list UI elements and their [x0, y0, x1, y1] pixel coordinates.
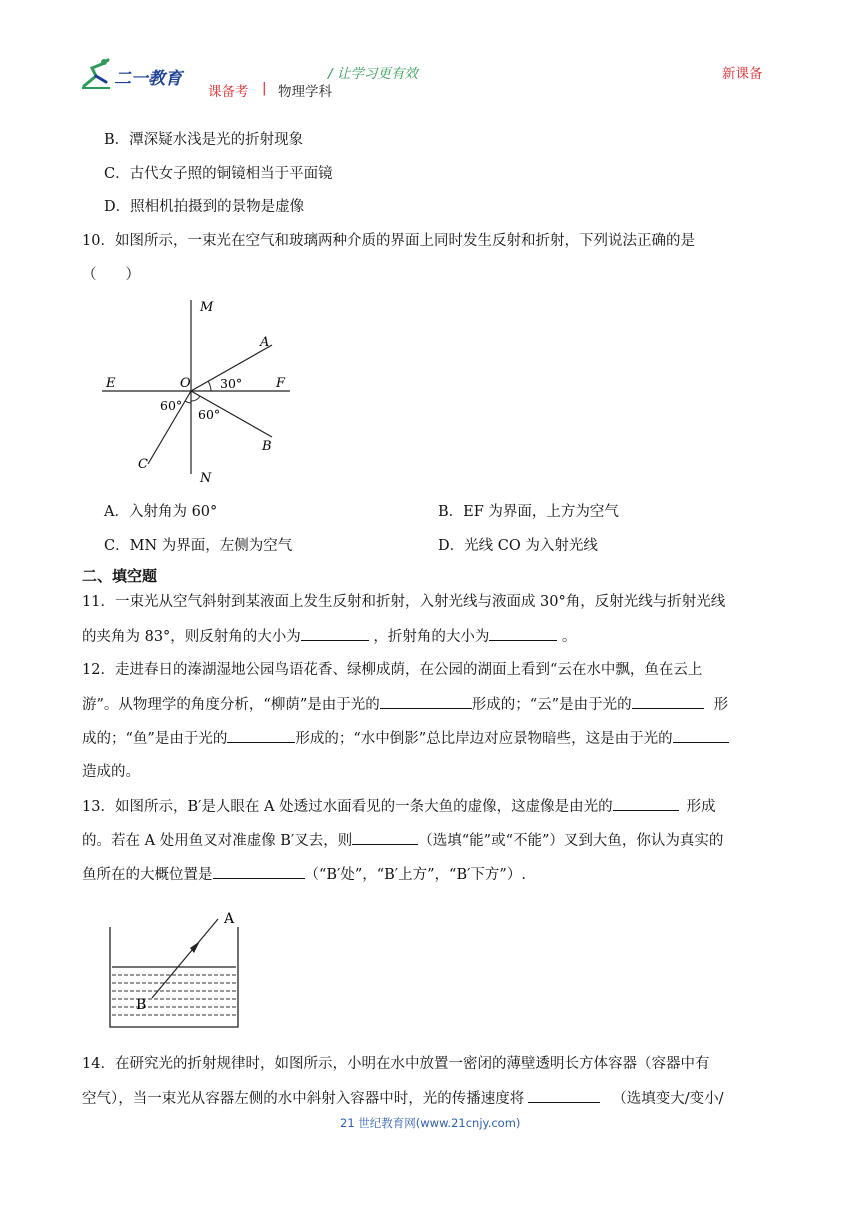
slogan: / 让学习更有效 [328, 66, 418, 82]
q9-option-d: D．照相机拍摄到的景物是虚像 [104, 199, 305, 215]
logo-text: 二一教育 [114, 69, 182, 89]
q12-blank-4[interactable] [673, 728, 729, 743]
label-b: B [262, 439, 272, 454]
q11-line2: 的夹角为 83°，则反射角的大小为 ，折射角的大小为 。 [82, 626, 577, 647]
subtitle-right: 物理学科 [278, 84, 332, 100]
q10-option-a: A．入射角为 60° [104, 504, 218, 520]
label-a: A [260, 335, 270, 350]
q13-line3: 鱼所在的大概位置是 （“B′处”，“B′上方”，“B′下方”）. [82, 864, 526, 885]
q10-stem: 10．如图所示，一束光在空气和玻璃两种介质的界面上同时发生反射和折射，下列说法正确的是 [82, 233, 695, 249]
q10-option-d: D．光线 CO 为入射光线 [438, 538, 598, 554]
label-e: E [106, 376, 116, 391]
angle-60-left: 60° [160, 398, 183, 413]
q10-option-b: B．EF 为界面，上方为空气 [438, 504, 619, 520]
q11-blank-refraction-angle[interactable] [489, 626, 557, 641]
q12-line4: 造成的。 [82, 764, 140, 780]
subtitle-sep: | [262, 80, 267, 96]
label-f: F [276, 376, 286, 391]
q10-paren: （ ） [82, 267, 140, 283]
q12-line2: 游”。从物理学的角度分析，“柳荫”是由于光的 形成的；“云”是由于光的 形 [82, 694, 728, 715]
q13-blank-1[interactable] [613, 796, 679, 811]
subtitle-left: 课备考 [208, 84, 249, 100]
label-a-eye: A [224, 911, 235, 927]
q10-figure [96, 296, 306, 486]
q11-line1: 11．一束光从空气斜射到某液面上发生反射和折射，入射光线与液面成 30°角，反射光线与折射光线 [82, 594, 726, 610]
q14-line2: 空气），当一束光从容器左侧的水中斜射入容器中时，光的传播速度将 （选填变大/变小/ [82, 1088, 724, 1109]
q13-blank-2[interactable] [352, 830, 418, 845]
q13-line2: 的。若在 A 处用鱼叉对准虚像 B′叉去，则 （选填“能”或“不能”）叉到大鱼，你认为真实的 [82, 830, 723, 851]
label-n: N [200, 471, 212, 486]
q14-line1: 14．在研究光的折射规律时，如图所示，小明在水中放置一密闭的薄壁透明长方体容器（容器中有 [82, 1056, 710, 1072]
runner-logo-icon [82, 58, 112, 90]
q12-blank-1[interactable] [380, 694, 472, 709]
q9-option-b: B．潭深疑水浅是光的折射现象 [104, 132, 304, 148]
q12-line3: 成的；“鱼”是由于光的 形成的；“水中倒影”总比岸边对应景物暗些，这是由于光的 [82, 728, 729, 749]
section-title: 二、填空题 [82, 567, 158, 585]
q11-blank-reflection-angle[interactable] [301, 626, 369, 641]
angle-30: 30° [220, 376, 243, 391]
q13-figure [100, 905, 250, 1033]
label-c: C [138, 457, 148, 472]
label-m: M [200, 300, 214, 315]
q9-option-c: C．古代女子照的铜镜相当于平面镜 [104, 166, 333, 182]
label-b-image: B [136, 997, 147, 1013]
q13-line1: 13．如图所示，B′是人眼在 A 处透过水面看见的一条大鱼的虚像，这虚像是由光的 形成 [82, 796, 716, 817]
q12-line1: 12．走进春日的溱湖湿地公园鸟语花香、绿柳成荫，在公园的湖面上看到“云在水中飘，鱼在云上 [82, 662, 703, 678]
q13-blank-3[interactable] [213, 864, 305, 879]
q10-option-c: C．MN 为界面，左侧为空气 [104, 538, 293, 554]
brand-right: 新课备 [722, 66, 763, 82]
q14-blank-1[interactable] [528, 1088, 600, 1103]
q12-blank-3[interactable] [227, 728, 295, 743]
label-o: O [180, 376, 191, 391]
angle-60-right: 60° [198, 407, 221, 422]
q12-blank-2[interactable] [632, 694, 704, 709]
footer: 21 世纪教育网(www.21cnjy.com) [340, 1116, 521, 1130]
